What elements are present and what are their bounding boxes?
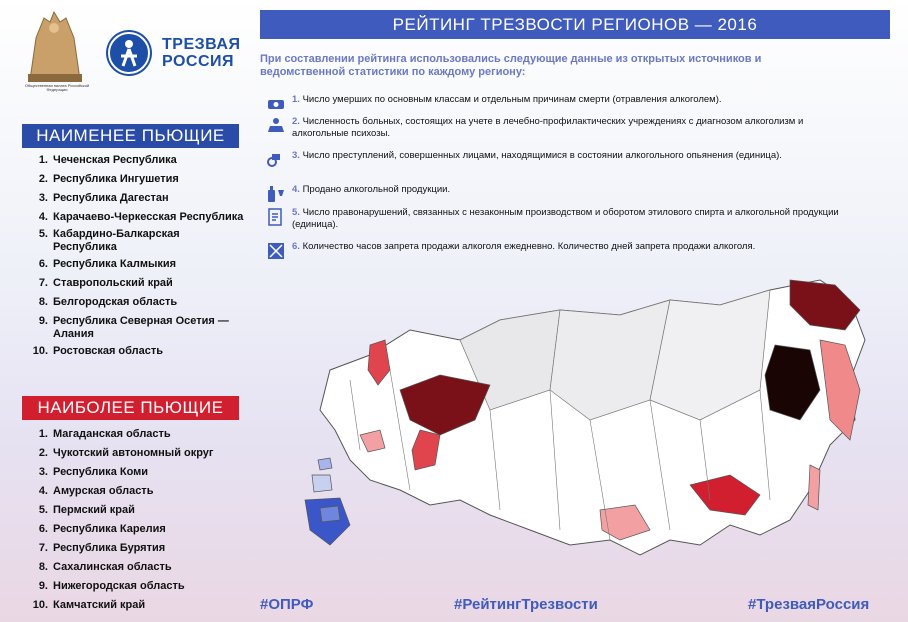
russia-regions-map bbox=[290, 270, 870, 575]
most-drinking-region-name: Магаданская область bbox=[53, 428, 171, 440]
brand-line-1: ТРЕЗВАЯ bbox=[162, 36, 241, 53]
most-drinking-region-name: Республика Коми bbox=[53, 466, 149, 478]
least-drinking-rank: 7. bbox=[38, 277, 48, 289]
header-logos bbox=[20, 8, 250, 100]
least-drinking-region-name: Республика Ингушетия bbox=[53, 173, 179, 185]
most-drinking-item bbox=[22, 466, 244, 479]
most-drinking-header: НАИБОЛЕЕ ПЬЮЩИЕ bbox=[22, 396, 239, 420]
least-drinking-item bbox=[22, 192, 244, 205]
criterion-text bbox=[292, 94, 857, 106]
most-drinking-item bbox=[22, 542, 244, 555]
least-drinking-region-name: Ставропольский край bbox=[53, 277, 173, 289]
least-drinking-item bbox=[22, 154, 244, 167]
most-drinking-rank: 2. bbox=[38, 447, 48, 459]
criterion-description: Число умерших по основным классам и отдельным причинам смерти (отравления алкоголем). bbox=[302, 94, 722, 105]
most-drinking-region-name: Сахалинская область bbox=[53, 561, 172, 573]
least-drinking-rank: 6. bbox=[38, 258, 48, 270]
criterion-number: 2. bbox=[292, 116, 300, 127]
hashtag-opr[interactable]: #ОПРФ bbox=[260, 596, 314, 613]
least-drinking-item bbox=[22, 345, 244, 358]
hashtag-trezvaya[interactable]: #ТрезваяРоссия bbox=[748, 596, 870, 613]
least-drinking-rank: 5. bbox=[38, 228, 48, 240]
most-drinking-region-name: Нижегородская область bbox=[53, 580, 185, 592]
page-title: РЕЙТИНГ ТРЕЗВОСТИ РЕГИОНОВ — 2016 bbox=[260, 10, 890, 39]
criterion-description: Количество часов запрета продажи алкоголя ежедневно. Количество дней запрета продажи алкоголя. bbox=[302, 241, 756, 252]
bottle-icon bbox=[266, 184, 286, 204]
most-drinking-rank: 7. bbox=[38, 542, 48, 554]
least-drinking-item bbox=[22, 296, 244, 309]
least-drinking-region-name: Республика Дагестан bbox=[53, 192, 169, 204]
least-drinking-rank: 3. bbox=[38, 192, 48, 204]
least-drinking-region-name: Ростовская область bbox=[53, 345, 164, 357]
least-drinking-region-name: Белгородская область bbox=[53, 296, 178, 308]
least-drinking-rank: 2. bbox=[38, 173, 48, 185]
region-sakhalin bbox=[808, 465, 820, 510]
most-drinking-rank: 6. bbox=[38, 523, 48, 535]
least-drinking-region-name: Кабардино-Балкарская Республика bbox=[53, 228, 180, 253]
most-drinking-rank: 4. bbox=[38, 485, 48, 497]
most-drinking-region-name: Амурская область bbox=[53, 485, 154, 497]
least-drinking-rank: 10. bbox=[32, 345, 48, 357]
most-drinking-item bbox=[22, 580, 244, 593]
money-icon bbox=[266, 94, 286, 114]
statue-icon bbox=[20, 8, 90, 84]
least-drinking-rank: 8. bbox=[38, 296, 48, 308]
criterion-description: Число правонарушений, связанных с незаконным производством и оборотом этилового спирта и алкогольной продукции (единица). bbox=[292, 207, 839, 230]
criterion-description: Численность больных, состоящих на учете в лечебно-профилактических учреждениях с диагнозом алкоголизм и алкогольные психозы. bbox=[292, 116, 804, 139]
brand-name bbox=[162, 36, 240, 70]
criterion-text bbox=[292, 184, 857, 196]
document-icon bbox=[266, 207, 286, 227]
criterion-description: Число преступлений, совершенных лицами, находящимися в состоянии алкогольного опьянения (единица). bbox=[302, 150, 782, 161]
most-drinking-rank: 1. bbox=[38, 428, 48, 440]
least-drinking-header: НАИМЕНЕЕ ПЬЮЩИЕ bbox=[22, 124, 239, 148]
least-drinking-region-name: Чеченская Республика bbox=[53, 154, 177, 166]
most-drinking-region-name: Республика Карелия bbox=[53, 523, 166, 535]
least-drinking-item bbox=[22, 211, 244, 224]
most-drinking-region-name: Чукотский автономный округ bbox=[53, 447, 214, 459]
criterion-text bbox=[292, 241, 857, 253]
most-drinking-rank: 3. bbox=[38, 466, 48, 478]
least-drinking-region-name: Республика Северная Осетия — Алания bbox=[53, 315, 229, 340]
no-alcohol-icon bbox=[266, 241, 286, 261]
hospital-icon bbox=[266, 116, 286, 136]
most-drinking-region-name: Камчатский край bbox=[53, 599, 146, 611]
hashtag-rating[interactable]: #РейтингТрезвости bbox=[454, 596, 598, 613]
most-drinking-rank: 10. bbox=[32, 599, 48, 611]
least-drinking-list bbox=[22, 154, 244, 364]
most-drinking-item bbox=[22, 561, 244, 574]
most-drinking-item bbox=[22, 599, 244, 612]
criterion-number: 6. bbox=[292, 241, 300, 252]
least-drinking-item bbox=[22, 277, 244, 290]
criterion-description: Продано алкогольной продукции. bbox=[302, 184, 451, 195]
least-drinking-item bbox=[22, 228, 244, 254]
least-drinking-rank: 9. bbox=[38, 315, 48, 327]
least-drinking-rank: 4. bbox=[38, 211, 48, 223]
least-drinking-item bbox=[22, 315, 244, 341]
emblem-caption: Общественная палата Российской Федерации bbox=[24, 83, 90, 92]
criterion-number: 4. bbox=[292, 184, 300, 195]
region-belgorod bbox=[318, 458, 332, 470]
criterion-text bbox=[292, 150, 857, 162]
most-drinking-item bbox=[22, 504, 244, 517]
most-drinking-rank: 5. bbox=[38, 504, 48, 516]
public-chamber-emblem bbox=[20, 8, 90, 98]
most-drinking-rank: 9. bbox=[38, 580, 48, 592]
criterion-text bbox=[292, 116, 857, 140]
most-drinking-item bbox=[22, 428, 244, 441]
handcuffs-icon bbox=[266, 150, 286, 170]
brand-line-2: РОССИЯ bbox=[162, 53, 235, 70]
most-drinking-item bbox=[22, 485, 244, 498]
least-drinking-item bbox=[22, 173, 244, 186]
trezvaya-rossiya-logo-icon bbox=[106, 30, 152, 76]
most-drinking-rank: 8. bbox=[38, 561, 48, 573]
region-rostov bbox=[312, 475, 332, 492]
criterion-number: 5. bbox=[292, 207, 300, 218]
most-drinking-item bbox=[22, 523, 244, 536]
region-stavropol bbox=[320, 506, 340, 522]
least-drinking-item bbox=[22, 258, 244, 271]
criterion-number: 3. bbox=[292, 150, 300, 161]
most-drinking-list bbox=[22, 428, 244, 618]
criterion-text bbox=[292, 207, 857, 231]
most-drinking-item bbox=[22, 447, 244, 460]
criterion-number: 1. bbox=[292, 94, 300, 105]
least-drinking-region-name: Карачаево-Черкесская Республика bbox=[53, 211, 244, 223]
most-drinking-region-name: Республика Бурятия bbox=[53, 542, 166, 554]
least-drinking-region-name: Республика Калмыкия bbox=[53, 258, 177, 270]
least-drinking-rank: 1. bbox=[38, 154, 48, 166]
most-drinking-region-name: Пермский край bbox=[53, 504, 135, 516]
intro-text: При составлении рейтинга использовались следующие данные из открытых источников и ведомственной статистики по каждому региону: bbox=[260, 53, 762, 78]
